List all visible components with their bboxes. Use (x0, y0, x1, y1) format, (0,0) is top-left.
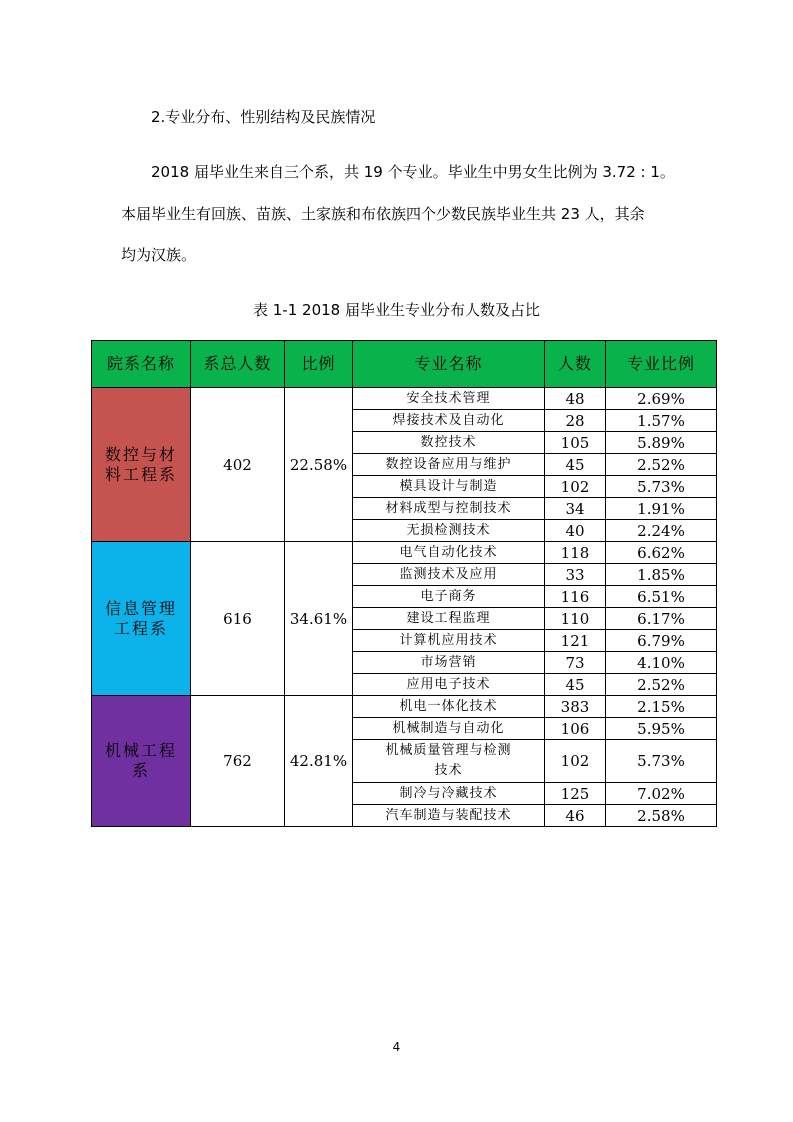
paragraph-line-2: 本届毕业生有回族、苗族、土家族和布依族四个少数民族毕业生共 23 人，其余 (121, 205, 645, 223)
paragraph-line-1: 2018 届毕业生来自三个系，共 19 个专业。毕业生中男女生比例为 3.72 : 1。 (151, 163, 675, 181)
major-name: 建设工程监理 (353, 608, 545, 630)
major-name: 材料成型与控制技术 (353, 498, 545, 520)
major-count: 73 (545, 652, 606, 674)
major-ratio: 5.73% (606, 476, 717, 498)
major-count: 125 (545, 783, 606, 805)
table-row (92, 388, 717, 410)
major-ratio: 1.57% (606, 410, 717, 432)
header-dept-ratio: 比例 (285, 341, 353, 388)
major-count: 118 (545, 542, 606, 564)
major-name: 应用电子技术 (353, 674, 545, 696)
major-ratio: 5.89% (606, 432, 717, 454)
major-ratio: 1.91% (606, 498, 717, 520)
major-name: 制冷与冷藏技术 (353, 783, 545, 805)
header-major-name: 专业名称 (353, 341, 545, 388)
major-count: 106 (545, 718, 606, 740)
major-name: 监测技术及应用 (353, 564, 545, 586)
major-count: 46 (545, 805, 606, 827)
page-number: 4 (392, 1040, 401, 1054)
major-count: 121 (545, 630, 606, 652)
department-ratio: 42.81% (285, 696, 353, 827)
major-count: 116 (545, 586, 606, 608)
major-name: 安全技术管理 (353, 388, 545, 410)
major-name: 电子商务 (353, 586, 545, 608)
major-count: 110 (545, 608, 606, 630)
major-ratio: 5.73% (606, 740, 717, 783)
table-caption: 表 1-1 2018 届毕业生专业分布人数及占比 (253, 301, 540, 319)
major-ratio: 2.69% (606, 388, 717, 410)
major-ratio: 2.58% (606, 805, 717, 827)
major-count: 28 (545, 410, 606, 432)
major-distribution-table (91, 340, 717, 827)
major-ratio: 2.24% (606, 520, 717, 542)
header-major-ratio: 专业比例 (606, 341, 717, 388)
major-name-line: 技术 (434, 763, 463, 778)
major-name: 数控技术 (353, 432, 545, 454)
major-ratio: 2.15% (606, 696, 717, 718)
table-row (92, 542, 717, 564)
department-total: 616 (191, 542, 285, 696)
department-name-line: 工程系 (113, 618, 168, 638)
major-name: 模具设计与制造 (353, 476, 545, 498)
header-major-count: 人数 (545, 341, 606, 388)
header-dept-total: 系总人数 (191, 341, 285, 388)
major-count: 102 (545, 476, 606, 498)
major-name: 机械制造与自动化 (353, 718, 545, 740)
department-name-cell (92, 388, 191, 542)
department-total: 762 (191, 696, 285, 827)
major-name: 无损检测技术 (353, 520, 545, 542)
major-count: 48 (545, 388, 606, 410)
major-ratio: 7.02% (606, 783, 717, 805)
department-ratio: 22.58% (285, 388, 353, 542)
header-department: 院系名称 (92, 341, 191, 388)
department-name-line: 料工程系 (104, 464, 177, 484)
major-ratio: 6.79% (606, 630, 717, 652)
department-name-cell (92, 696, 191, 827)
paragraph-line-3: 均为汉族。 (121, 246, 197, 264)
major-name: 焊接技术及自动化 (353, 410, 545, 432)
major-ratio: 2.52% (606, 454, 717, 476)
major-name: 机电一体化技术 (353, 696, 545, 718)
major-count: 105 (545, 432, 606, 454)
major-count: 40 (545, 520, 606, 542)
major-name: 市场营销 (353, 652, 545, 674)
major-count: 34 (545, 498, 606, 520)
major-ratio: 6.51% (606, 586, 717, 608)
section-heading: 2.专业分布、性别结构及民族情况 (151, 108, 376, 126)
major-ratio: 6.17% (606, 608, 717, 630)
major-name: 电气自动化技术 (353, 542, 545, 564)
major-ratio: 2.52% (606, 674, 717, 696)
major-ratio: 4.10% (606, 652, 717, 674)
major-count: 45 (545, 674, 606, 696)
department-name-line: 系 (131, 761, 150, 780)
major-name-line: 机械质量管理与检测 (385, 743, 512, 758)
major-name: 汽车制造与装配技术 (353, 805, 545, 827)
table-header-row (92, 341, 717, 388)
major-count: 33 (545, 564, 606, 586)
major-ratio: 6.62% (606, 542, 717, 564)
major-count: 102 (545, 740, 606, 783)
table-row (92, 696, 717, 718)
department-name-line: 机械工程 (104, 741, 177, 760)
major-name: 计算机应用技术 (353, 630, 545, 652)
department-total: 402 (191, 388, 285, 542)
department-name-line: 数控与材 (104, 444, 177, 464)
major-ratio: 1.85% (606, 564, 717, 586)
department-ratio: 34.61% (285, 542, 353, 696)
major-ratio: 5.95% (606, 718, 717, 740)
major-count: 383 (545, 696, 606, 718)
major-name (353, 740, 545, 783)
major-count: 45 (545, 454, 606, 476)
department-name-cell (92, 542, 191, 696)
department-name-line: 信息管理 (104, 598, 177, 618)
major-name: 数控设备应用与维护 (353, 454, 545, 476)
